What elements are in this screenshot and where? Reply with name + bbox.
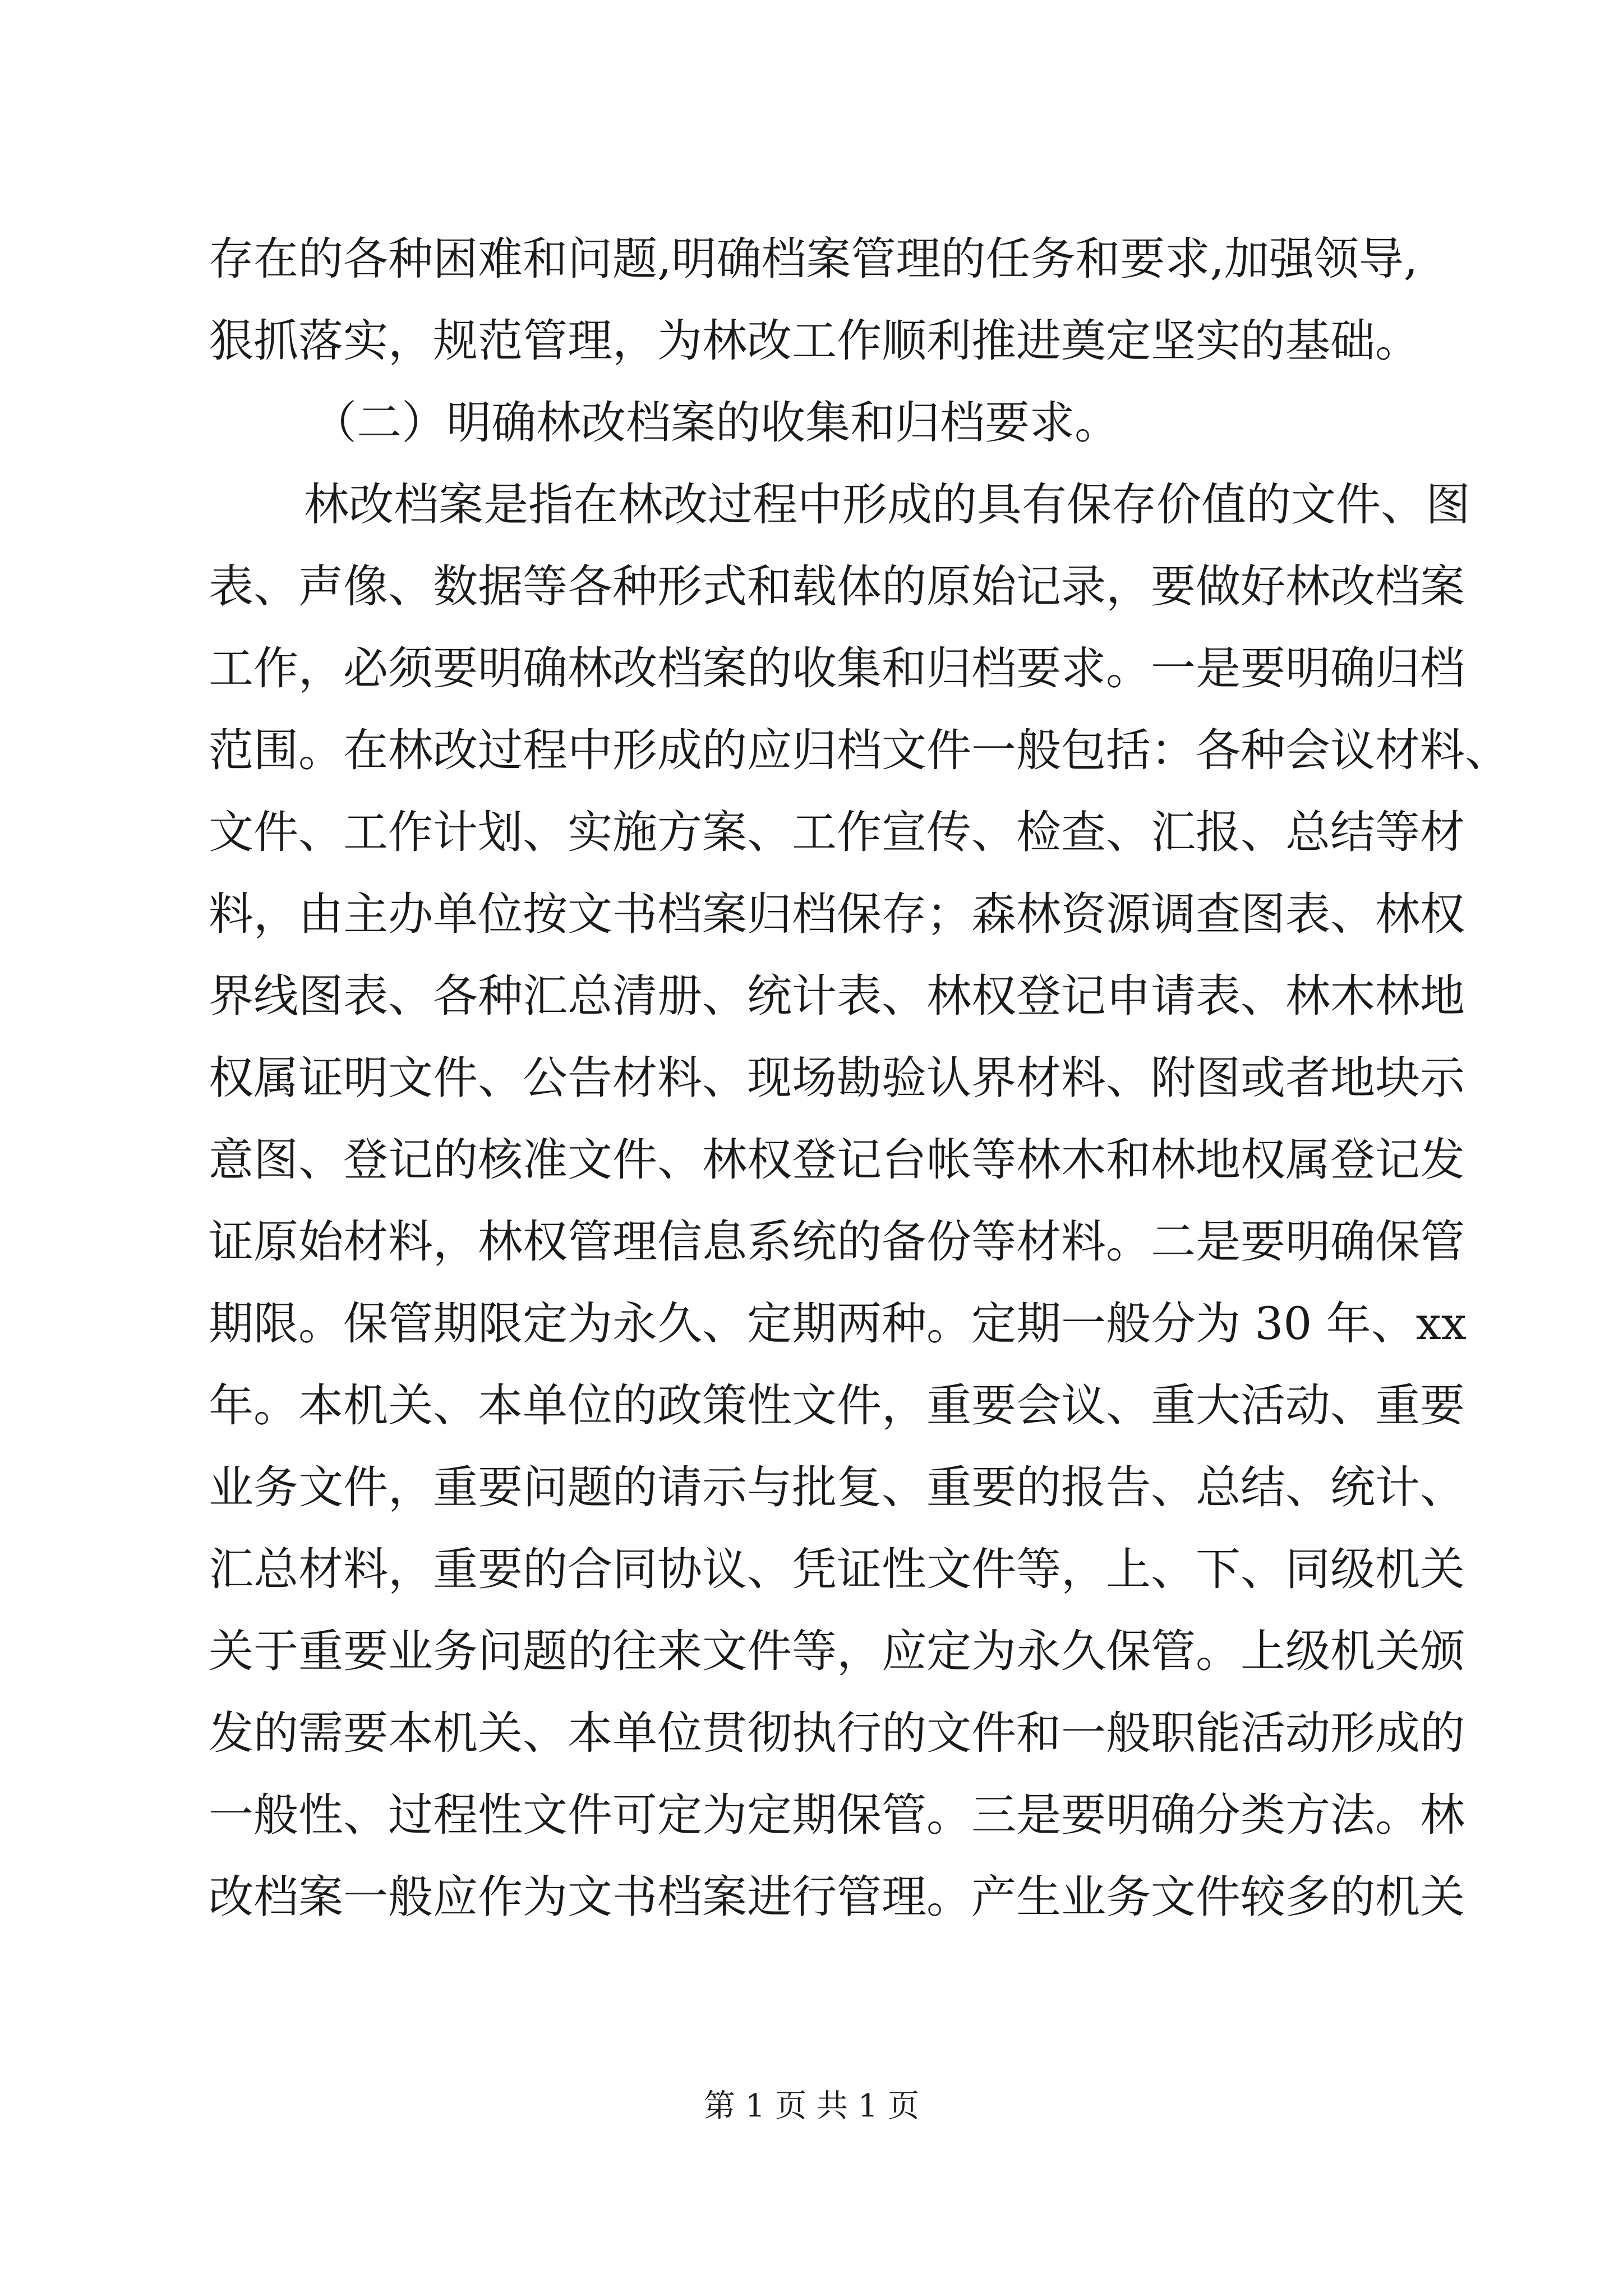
body-line: 业务文件，重要问题的请示与批复、重要的报告、总结、统计、	[209, 1461, 1465, 1513]
body-line: 狠抓落实，规范管理，为林改工作顺利推进奠定坚实的基础。	[209, 315, 1420, 367]
body-line: 发的需要本机关、本单位贯彻执行的文件和一般职能活动形成的	[209, 1707, 1465, 1759]
body-line: 权属证明文件、公告材料、现场勘验认界材料、附图或者地块示	[209, 1052, 1465, 1104]
page-footer: 第 1 页 共 1 页	[703, 2088, 920, 2124]
body-line: 存在的各种困难和问题,明确档案管理的任务和要求,加强领导,	[209, 233, 1418, 285]
body-line: 期限。保管期限定为永久、定期两种。定期一般分为 30 年、xx	[209, 1297, 1467, 1350]
section-heading: （二）明确林改档案的收集和归档要求。	[312, 397, 1119, 449]
body-line: 林改档案是指在林改过程中形成的具有保存价值的文件、图	[304, 478, 1470, 531]
body-line: 意图、登记的核准文件、林权登记台帐等林木和林地权属登记发	[209, 1134, 1465, 1186]
body-line: 料，由主办单位按文书档案归档保存；森林资源调查图表、林权	[209, 888, 1465, 940]
body-line: 关于重要业务问题的往来文件等，应定为永久保管。上级机关颁	[209, 1625, 1465, 1677]
body-line: 年。本机关、本单位的政策性文件，重要会议、重大活动、重要	[209, 1379, 1465, 1432]
body-line: 证原始材料，林权管理信息系统的备份等材料。二是要明确保管	[209, 1216, 1465, 1268]
body-line: 范围。在林改过程中形成的应归档文件一般包括：各种会议材料、	[209, 724, 1510, 776]
body-line: 文件、工作计划、实施方案、工作宣传、检查、汇报、总结等材	[209, 806, 1465, 858]
body-line: 工作，必须要明确林改档案的收集和归档要求。一是要明确归档	[209, 642, 1465, 694]
body-line: 界线图表、各种汇总清册、统计表、林权登记申请表、林木林地	[209, 970, 1465, 1022]
body-line: 汇总材料，重要的合同协议、凭证性文件等，上、下、同级机关	[209, 1543, 1465, 1595]
body-line: 表、声像、数据等各种形式和载体的原始记录，要做好林改档案	[209, 560, 1465, 613]
body-line: 一般性、过程性文件可定为定期保管。三是要明确分类方法。林	[209, 1789, 1465, 1841]
body-line: 改档案一般应作为文书档案进行管理。产生业务文件较多的机关	[209, 1871, 1465, 1923]
